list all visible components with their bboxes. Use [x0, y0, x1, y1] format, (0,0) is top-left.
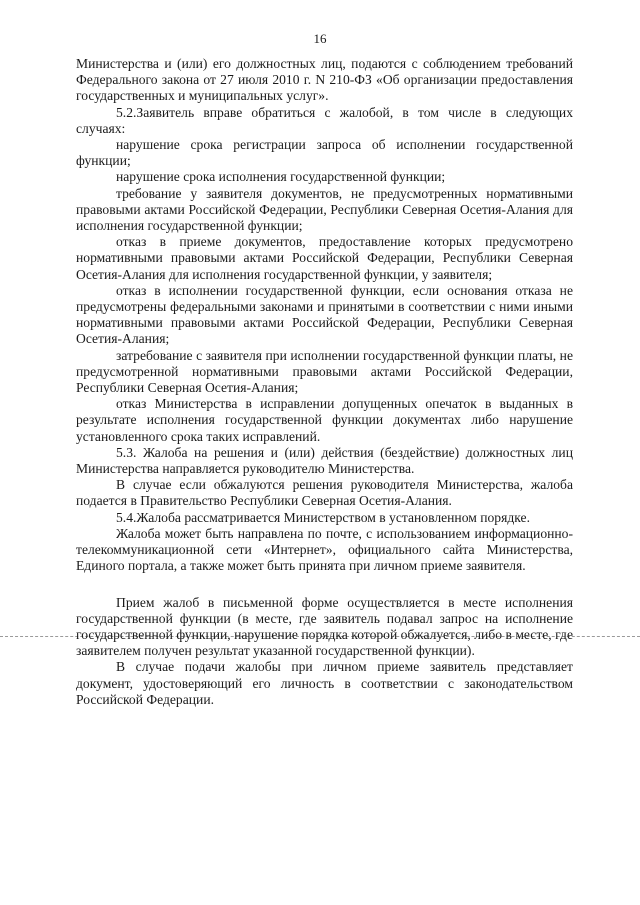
paragraph: В случае если обжалуются решения руководителя Министерства, жалоба подается в Правительство Республики Северная Осетия-Алания. [76, 477, 573, 509]
paragraph: нарушение срока исполнения государственной функции; [116, 169, 446, 185]
paragraph: Министерства и (или) его должностных лиц, подаются с соблюдением требований Федерального закона от 27 июля 2010 г. N 210-ФЗ «Об организации предоставления государственных и муниципальных услуг». [76, 56, 573, 104]
paragraph: Жалоба может быть направлена по почте, с использованием информационно-телекоммуникационной сети «Интернет», официального сайта Министерства, Единого портала, а также может быть принята при личном приеме заявителя. [76, 525, 573, 574]
paragraph: 5.2.Заявитель вправе обратиться с жалобой, в том числе в следующих случаях: [76, 104, 573, 136]
page-number: 16 [313, 31, 327, 46]
paragraph-gap [76, 575, 573, 595]
paragraph: нарушение срока регистрации запроса об исполнении государственной функции; [76, 137, 573, 169]
paragraph-block-2 [76, 595, 573, 708]
body-text [76, 56, 573, 708]
paragraph: затребование с заявителя при исполнении государственной функции платы, не предусмотренной нормативными правовыми актами Российской Федерации, Республики Северная Осетия-Алания; [76, 347, 573, 396]
paragraph: 5.3. Жалоба на решения и (или) действия (бездействие) должностных лиц Министерства направляется руководителю Министерства. [76, 444, 573, 477]
paragraph: Прием жалоб в письменной форме осуществляется в месте исполнения государственной функции (в месте, где заявитель подавал запрос на исполнение государственной функции, нарушение порядка которой обжалуется, либо в месте, где заявителем получен результат указанной государственной функции). [76, 594, 573, 659]
paragraph: требование у заявителя документов, не предусмотренных нормативными правовыми актами Российской Федерации, Республики Северная Осетия-Алания для исполнения государственной функции; [76, 185, 573, 234]
paragraph-block-1 [76, 56, 573, 575]
paragraph: отказ Министерства в исправлении допущенных опечаток в выданных в результате исполнения государственной функции документах либо нарушение установленного срока таких исправлений. [76, 396, 573, 444]
paragraph: 5.4.Жалоба рассматривается Министерством в установленном порядке. [116, 509, 530, 525]
paragraph: отказ в приеме документов, предоставление которых предусмотрено нормативными правовыми актами Российской Федерации, Республики Северная Осетия-Алания для исполнения государственной функции, у заявителя; [76, 234, 573, 282]
paragraph: отказ в исполнении государственной функции, если основания отказа не предусмотрены федеральными законами и принятыми в соответствии с ними иными нормативными правовыми актами Российской Федерации, Республики Северная Осетия-Алания; [76, 282, 573, 347]
paragraph: В случае подачи жалобы при личном приеме заявитель представляет документ, удостоверяющий его личность в соответствии с законодательством Российской Федерации. [76, 659, 573, 707]
